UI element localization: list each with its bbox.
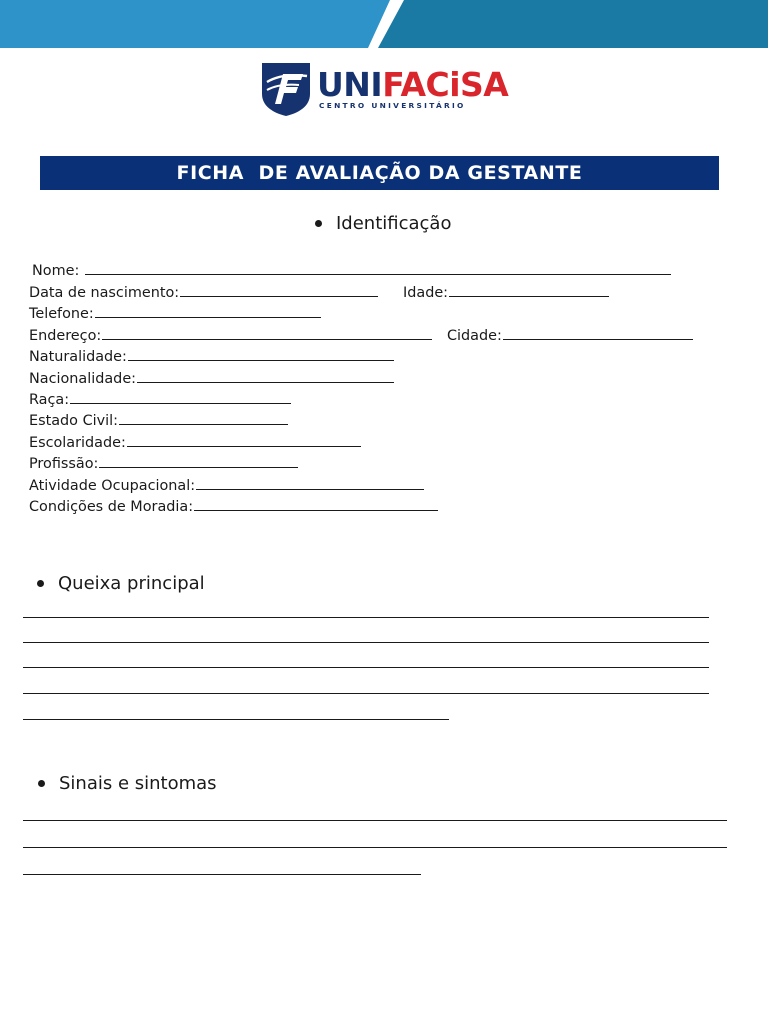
unifacisa-logo [261,62,508,116]
field-label: Cidade: [447,328,502,344]
field-raca [29,389,291,410]
data-nascimento-input-line[interactable] [180,282,378,297]
field-condicoes-moradia [29,496,438,517]
logo-name-facisa: FACiSA [382,65,509,104]
estado-civil-input-line[interactable] [119,410,288,425]
field-telefone [29,303,321,324]
field-cidade [447,325,693,346]
field-label: Escolaridade: [29,435,126,451]
field-idade [403,282,609,303]
sinais-line-3[interactable] [23,874,421,875]
bullet-icon [315,220,322,227]
field-label: Atividade Ocupacional: [29,478,196,494]
raca-input-line[interactable] [70,389,291,404]
field-atividade-ocupacional [29,475,424,496]
section-identificacao [315,213,451,234]
logo-name-uni: UNI [317,65,383,104]
logo-shield-icon [261,62,311,116]
field-label: Condições de Moradia: [29,499,194,515]
moradia-input-line[interactable] [194,496,438,511]
queixa-line-3[interactable] [23,667,709,668]
queixa-line-5[interactable] [23,719,449,720]
nacionalidade-input-line[interactable] [137,368,394,383]
field-label: Nacionalidade: [29,371,137,387]
logo-subtitle: CENTRO UNIVERSITÁRIO [319,101,466,110]
profissao-input-line[interactable] [99,453,298,468]
escolaridade-input-line[interactable] [127,432,361,447]
field-label: Endereço: [29,328,102,344]
field-data-nascimento [29,282,378,303]
header-band [0,0,768,48]
section-heading: Identificação [336,213,452,234]
field-label: Nome: [32,263,80,279]
field-nome [32,260,671,281]
telefone-input-line[interactable] [95,303,321,318]
field-label: Profissão: [29,456,99,472]
sinais-line-1[interactable] [23,820,727,821]
atividade-input-line[interactable] [196,475,424,490]
cidade-input-line[interactable] [503,325,693,340]
field-estado-civil [29,410,288,431]
field-nacionalidade [29,368,394,389]
queixa-line-4[interactable] [23,693,709,694]
naturalidade-input-line[interactable] [128,346,394,361]
field-label: Estado Civil: [29,413,118,429]
field-label: Naturalidade: [29,349,127,365]
section-sinais-sintomas [38,773,217,794]
field-label: Raça: [29,392,70,408]
field-label: Data de nascimento: [29,285,180,301]
field-escolaridade [29,432,361,453]
queixa-line-1[interactable] [23,617,709,618]
field-endereco [29,325,432,346]
section-heading: Queixa principal [58,573,205,594]
field-naturalidade [29,346,394,367]
field-profissao [29,453,298,474]
field-label: Telefone: [29,306,94,322]
field-label: Idade: [403,285,449,301]
endereco-input-line[interactable] [102,325,432,340]
sinais-line-2[interactable] [23,847,727,848]
section-heading: Sinais e sintomas [59,773,217,794]
bullet-icon [38,780,45,787]
queixa-line-2[interactable] [23,642,709,643]
bullet-icon [37,580,44,587]
logo-wordmark [317,65,509,104]
idade-input-line[interactable] [449,282,609,297]
section-queixa-principal [37,573,205,594]
form-title: FICHA DE AVALIAÇÃO DA GESTANTE [176,162,583,184]
nome-input-line[interactable] [85,260,671,275]
form-title-bar [40,156,719,190]
